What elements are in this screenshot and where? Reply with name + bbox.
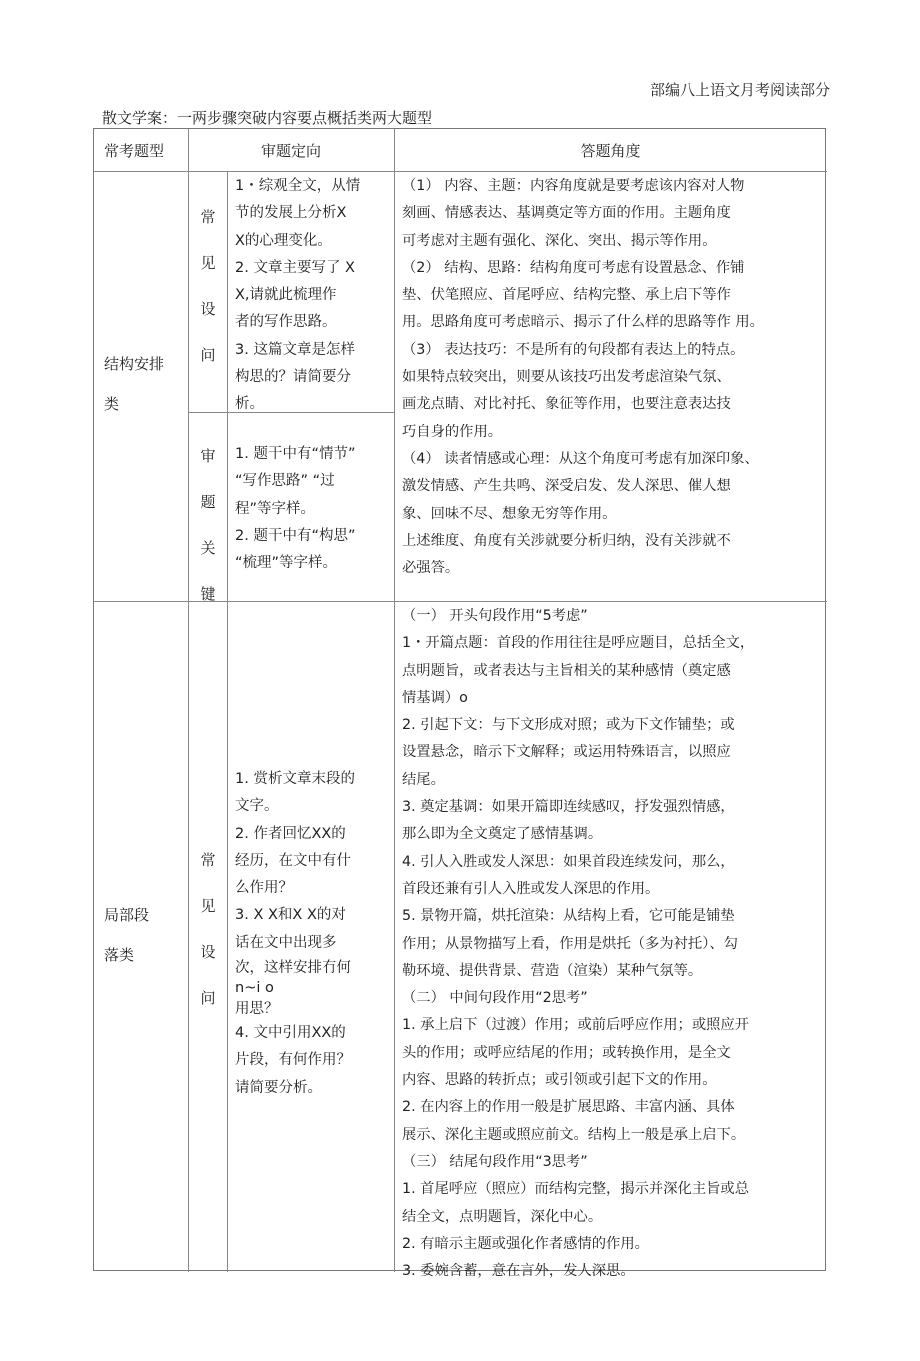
text-line: 3. 这篇文章是怎样 — [235, 341, 355, 358]
text-line: 可考虑对主题有强化、深化、突出、揭示等作用。 — [402, 232, 717, 249]
sub-label-common-questions — [189, 194, 227, 378]
text-line: 析。 — [235, 396, 264, 413]
label-char: 设 — [200, 300, 216, 318]
column-header-type: 常考题型 — [104, 142, 165, 160]
text-line: 请简要分析。 — [235, 1079, 322, 1096]
text-line: X,请就此梳理作 — [235, 287, 337, 304]
text-line: 构思的？请简要分 — [235, 369, 351, 386]
text-line: 作用；从景物描写上看，作用是烘托（多为衬托）、勾 — [402, 935, 738, 952]
text-line: 用。思路角度可考虑暗示、揭示了什么样的思路等作 用。 — [402, 314, 764, 331]
category-line: 局部段 — [104, 906, 150, 924]
text-line: 上述维度、角度有关涉就要分析归纳，没有关涉就不 — [402, 532, 731, 549]
label-char: 键 — [200, 585, 216, 603]
text-line: 文字。 — [235, 798, 279, 815]
text-line: （一） 开头句段作用“5考虑” — [402, 608, 588, 624]
text-line: 必强答。 — [402, 560, 460, 577]
col-divider-2 — [227, 171, 228, 1272]
text-line: 展示、深化主题或照应前文。结构上一般是承上启下。 — [402, 1126, 746, 1143]
text-line: 2. 引起下文：与下文形成对照；或为下文作铺垫；或 — [402, 717, 735, 734]
local-questions-text — [235, 766, 355, 1102]
category-local-paragraph — [104, 895, 149, 975]
label-char: 问 — [200, 346, 216, 364]
label-char: 常 — [200, 208, 216, 226]
common-questions-text — [235, 173, 360, 419]
label-char: 关 — [200, 539, 216, 557]
text-line: X的心理变化。 — [235, 232, 332, 249]
text-line: 激发情感、产生共鸣、深受启发、发人深思、催人想 — [402, 478, 731, 495]
text-line: （二） 中间句段作用“2思考” — [402, 990, 588, 1007]
text-line: 经历，在文中有什 — [235, 852, 351, 869]
text-line: “写作思路” “过 — [235, 473, 335, 490]
text-line: 垫、伏笔照应、首尾呼应、结构完整、承上启下等作 — [402, 287, 731, 304]
local-answer-angles — [402, 603, 754, 1285]
text-line: 3. 奠定基调：如果开篇即连续感叹，抒发强烈情感， — [402, 799, 735, 816]
text-line: 2. 题干中有“构思” — [235, 527, 356, 544]
text-line: 设置悬念，暗示下文解释；或运用特殊语言，以照应 — [402, 744, 731, 761]
text-line: 片段，有何作用？ — [235, 1052, 351, 1069]
label-char: 常 — [200, 851, 216, 869]
text-line: 结尾。 — [402, 771, 445, 788]
text-line: 话在文中出现多 — [235, 934, 337, 951]
text-line: 用思？ — [235, 1001, 279, 1018]
key-points-text — [235, 441, 355, 577]
text-line: 内容、思路的转折点；或引领或引起下文的作用。 — [402, 1072, 717, 1089]
text-line: 程”等字样。 — [235, 500, 316, 517]
text-line: 1. 赏析文章末段的 — [235, 771, 355, 787]
text-line: 画龙点睛、对比衬托、象征等作用，也要注意表达技 — [402, 396, 731, 413]
text-line: 3. 委婉含蓄，意在言外，发人深思。 — [402, 1263, 635, 1280]
text-line: 1・综观全文，从情 — [235, 178, 361, 194]
column-header-direction: 审题定向 — [260, 142, 321, 160]
label-char: 审 — [200, 447, 216, 465]
text-line: 如果特点较突出，则要从该技巧出发考虑渲染气氛、 — [402, 369, 731, 386]
text-line: （2） 结构、思路：结构角度可考虑有设置悬念、作铺 — [402, 259, 745, 276]
text-line: 2. 在内容上的作用一般是扩展思路、丰富内涵、具体 — [402, 1099, 735, 1116]
text-line: 头的作用；或呼应结尾的作用；或转换作用，是全文 — [402, 1044, 731, 1061]
header-row-divider — [94, 171, 827, 172]
text-line: 次，这样安排冇何 — [235, 960, 351, 977]
label-char: 见 — [200, 897, 216, 915]
study-table — [93, 128, 826, 1280]
structure-answer-angles — [402, 173, 764, 582]
col-divider-3 — [394, 129, 395, 1272]
label-char: 问 — [200, 989, 216, 1007]
text-line: 者的写作思路。 — [235, 314, 337, 331]
text-line: 1. 题干中有“情节” — [235, 446, 356, 462]
sub-label-key-points — [189, 433, 227, 617]
text-line: “梳理”等字样。 — [235, 555, 338, 572]
text-line: 2. 有暗示主题或强化作者感情的作用。 — [402, 1235, 649, 1252]
text-line: 那么即为全文奠定了感情基调。 — [402, 826, 603, 843]
column-header-angle: 答题角度 — [580, 142, 641, 160]
category-line: 落类 — [104, 946, 135, 964]
text-line: 情基调）o — [402, 689, 468, 706]
label-char: 见 — [200, 254, 216, 272]
text-line: 3. X X和X X的对 — [235, 907, 346, 924]
text-line: 2. 文章主要写了 X — [235, 259, 355, 276]
page-header: 部编八上语文月考阅读部分 — [649, 81, 830, 99]
text-line: n~i o — [235, 980, 274, 997]
text-line: 1・开篇点题：首段的作用往往是呼应题目，总括全文， — [402, 635, 755, 652]
category-structure — [104, 344, 164, 424]
text-line: 么作用？ — [235, 880, 293, 897]
text-line: （三） 结尾句段作用“3思考” — [402, 1153, 588, 1170]
category-line: 结构安排 — [104, 355, 165, 373]
sub-label-common-questions-2 — [189, 837, 227, 1021]
category-line: 类 — [104, 395, 120, 413]
text-line: 刻画、情感表达、基调奠定等方面的作用。主题角度 — [402, 205, 731, 222]
text-line: 首段还兼有引人入胜或发人深思的作用。 — [402, 880, 660, 897]
text-line: （1） 内容、主题：内容角度就是要考虑该内容对人物 — [402, 178, 745, 194]
text-line: 象、回味不尽、想象无穷等作用。 — [402, 505, 617, 522]
text-line: 2. 作者回忆XX的 — [235, 825, 346, 842]
text-line: 1. 首尾呼应（照应）而结构完整，揭示并深化主旨或总 — [402, 1181, 750, 1198]
text-line: 4. 文中引用XX的 — [235, 1025, 346, 1042]
text-line: 5. 景物开篇，烘托渲染：从结构上看，它可能是铺垫 — [402, 908, 735, 925]
label-char: 设 — [200, 943, 216, 961]
text-line: 4. 引人入胜或发人深思：如果首段连续发问，那么， — [402, 853, 735, 870]
text-line: 结全文，点明题旨，深化中心。 — [402, 1208, 603, 1225]
text-line: 巧自身的作用。 — [402, 423, 503, 440]
text-line: （3） 表达技巧：不是所有的句段都有表达上的特点。 — [402, 341, 745, 358]
text-line: 勒环境、提供背景、营造（渲染）某种气氛等。 — [402, 962, 703, 979]
text-line: 1. 承上启下（过渡）作用；或前后呼应作用；或照应开 — [402, 1017, 750, 1034]
text-line: 点明题旨，或者表达与主旨相关的某种感情（奠定感 — [402, 662, 731, 679]
text-line: （4） 读者情感或心理：从这个角度可考虑有加深印象、 — [402, 450, 759, 467]
document-title: 散文学案：一两步骤突破内容要点概括类两大题型 — [102, 109, 433, 127]
label-char: 题 — [200, 493, 216, 511]
text-line: 节的发展上分析X — [235, 205, 347, 222]
